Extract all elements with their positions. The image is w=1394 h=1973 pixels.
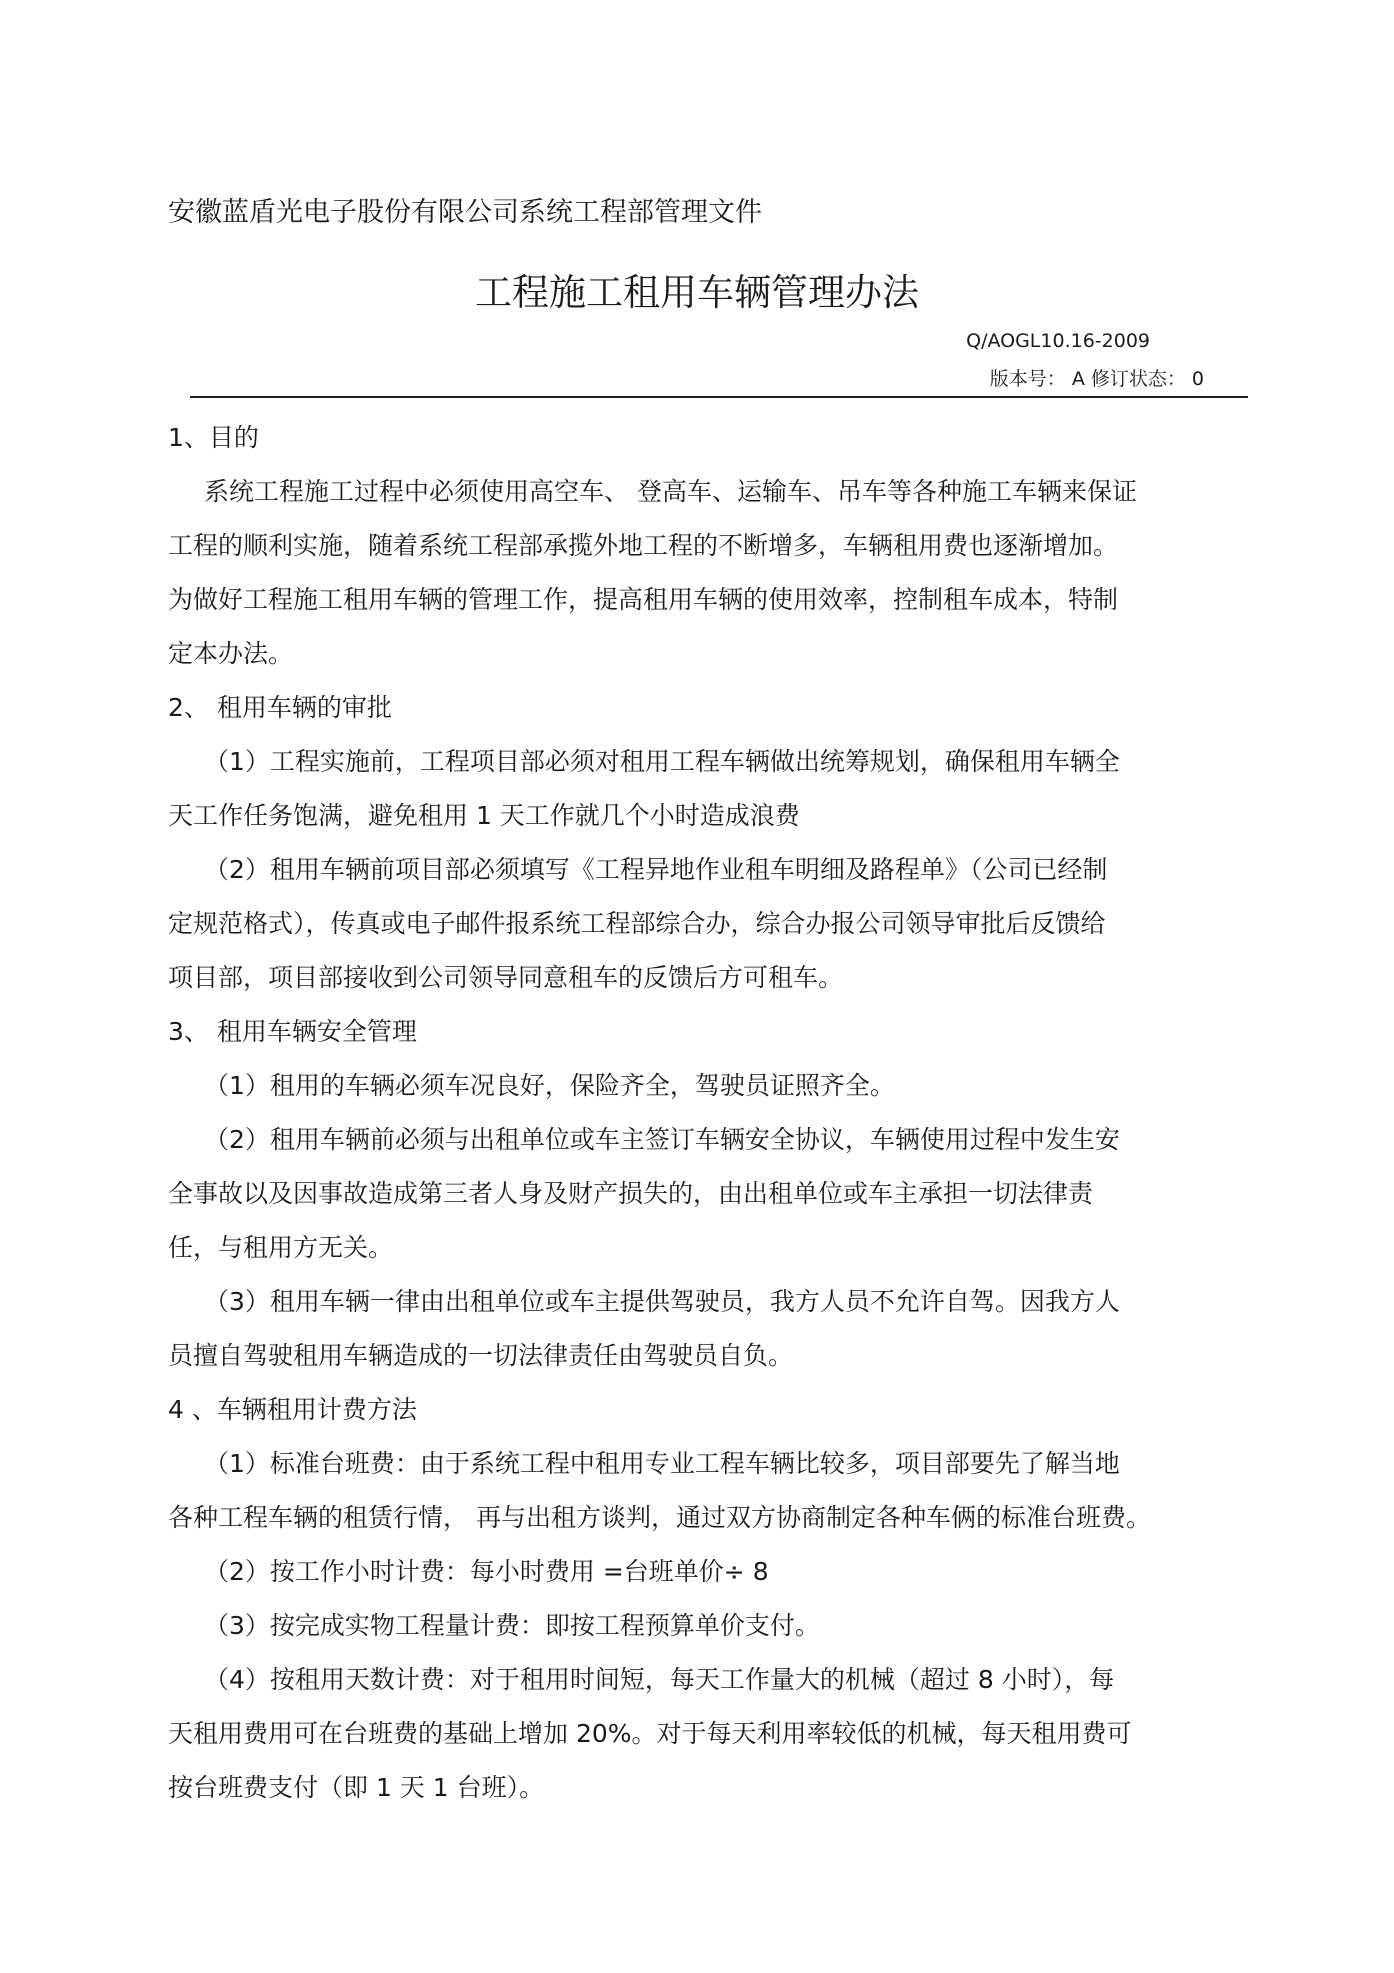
body-line: （2）租用车辆前项目部必须填写《工程异地作业租车明细及路程单》（公司已经制: [204, 855, 1108, 884]
body-line: （3）租用车辆一律由出租单位或车主提供驾驶员，我方人员不允许自驾。因我方人: [204, 1287, 1120, 1316]
header-divider: [190, 396, 1248, 398]
version-status: 版本号： A 修订状态： 0: [989, 368, 1204, 390]
document-number: Q/AOGL10.16-2009: [966, 330, 1150, 352]
body-line: 任，与租用方无关。: [168, 1233, 394, 1262]
body-line: （1）标准台班费：由于系统工程中租用专业工程车辆比较多，项目部要先了解当地: [204, 1449, 1120, 1478]
body-line: 员擅自驾驶租用车辆造成的一切法律责任由驾驶员自负。: [168, 1341, 794, 1370]
body-line: （4）按租用天数计费：对于租用时间短，每天工作量大的机械（超过 8 小时），每: [204, 1665, 1115, 1694]
body-line: （1）工程实施前，工程项目部必须对租用工程车辆做出统筹规划，确保租用车辆全: [204, 747, 1120, 776]
body-line: 全事故以及因事故造成第三者人身及财产损失的，由出租单位或车主承担一切法律责: [168, 1179, 1094, 1208]
body-line: 为做好工程施工租用车辆的管理工作，提高租用车辆的使用效率，控制租车成本，特制: [168, 585, 1119, 614]
document-title: 工程施工租用车辆管理办法: [475, 271, 919, 314]
body-line: 各种工程车辆的租赁行情， 再与出租方谈判，通过双方协商制定各种车俩的标准台班费。: [168, 1503, 1151, 1532]
body-line: 工程的顺利实施，随着系统工程部承揽外地工程的不断增多，车辆租用费也逐渐增加。: [168, 531, 1119, 560]
company-header: 安徽蓝盾光电子股份有限公司系统工程部管理文件: [168, 197, 762, 228]
body-line: （3）按完成实物工程量计费：即按工程预算单价支付。: [204, 1611, 820, 1640]
body-line: 定本办法。: [168, 639, 294, 668]
body-line: 4 、车辆租用计费方法: [168, 1395, 417, 1424]
body-line: 1、目的: [168, 423, 259, 452]
body-line: 系统工程施工过程中必须使用高空车、 登高车、运输车、吊车等各种施工车辆来保证: [204, 477, 1137, 506]
body-line: 天工作任务饱满，避免租用 1 天工作就几个小时造成浪费: [168, 801, 800, 830]
body-line: 定规范格式），传真或电子邮件报系统工程部综合办，综合办报公司领导审批后反馈给: [168, 909, 1106, 938]
body-line: （2）按工作小时计费：每小时费用 =台班单价÷ 8: [204, 1557, 769, 1586]
body-line: 项目部，项目部接收到公司领导同意租车的反馈后方可租车。: [168, 963, 844, 992]
body-line: 按台班费支付（即 1 天 1 台班）。: [168, 1773, 545, 1802]
body-line: 2、 租用车辆的审批: [168, 693, 392, 722]
body-line: （2）租用车辆前必须与出租单位或车主签订车辆安全协议，车辆使用过程中发生安: [204, 1125, 1120, 1154]
body-line: （1）租用的车辆必须车况良好，保险齐全，驾驶员证照齐全。: [204, 1071, 895, 1100]
body-line: 3、 租用车辆安全管理: [168, 1017, 417, 1046]
body-line: 天租用费用可在台班费的基础上增加 20%。对于每天利用率较低的机械，每天租用费可: [168, 1719, 1132, 1748]
